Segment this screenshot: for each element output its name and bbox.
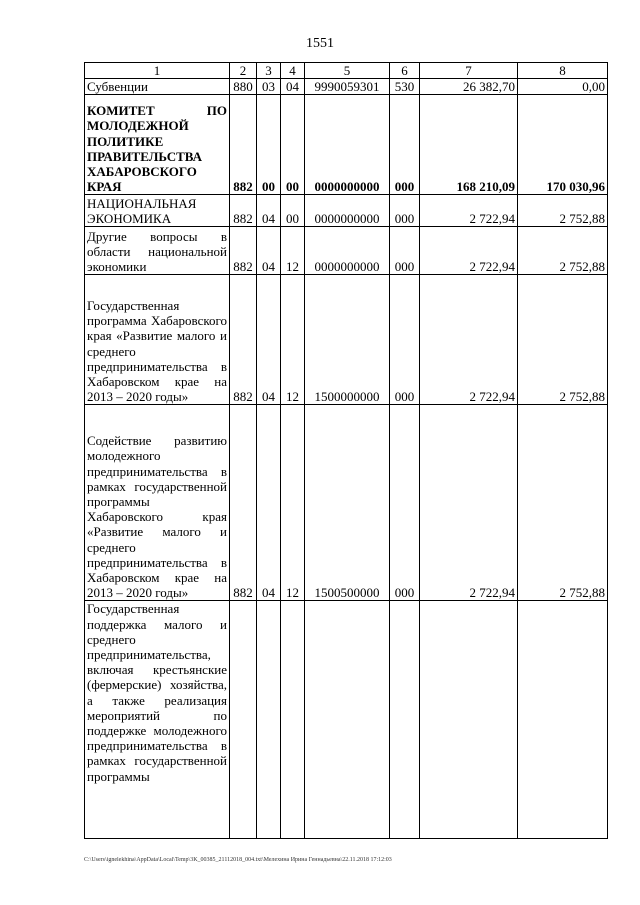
cell-target-article: 1500500000 xyxy=(305,405,390,601)
cell-amount-2: 0,00 xyxy=(518,79,608,95)
cell-ministry: 882 xyxy=(230,195,257,227)
cell-expense-type: 000 xyxy=(390,95,420,195)
cell-target-article: 0000000000 xyxy=(305,95,390,195)
cell-amount-1: 26 382,70 xyxy=(420,79,518,95)
column-header: 7 xyxy=(420,63,518,79)
table-row xyxy=(85,95,608,195)
cell-ministry: 880 xyxy=(230,79,257,95)
cell-ministry: 882 xyxy=(230,227,257,275)
table-row xyxy=(85,275,608,405)
table-row xyxy=(85,195,608,227)
cell-section: 03 xyxy=(257,79,281,95)
cell-section: 04 xyxy=(257,275,281,405)
cell-expense-type xyxy=(390,601,420,839)
cell-amount-1: 2 722,94 xyxy=(420,227,518,275)
row-description: КОМИТЕТ ПО МОЛОДЕЖНОЙ ПОЛИТИКЕ ПРАВИТЕЛЬСТВА ХАБАРОВСКОГО КРАЯ xyxy=(85,95,230,195)
cell-target-article: 0000000000 xyxy=(305,227,390,275)
row-description: Содействие развитию молодежного предпринимательства в рамках государственной программы Хабаровского края «Развитие малого и среднего предпринимательства в Хабаровском крае на 2013 – 2020 годы» xyxy=(85,405,230,601)
row-description: НАЦИОНАЛЬНАЯ ЭКОНОМИКА xyxy=(85,195,230,227)
cell-amount-2: 2 752,88 xyxy=(518,227,608,275)
cell-amount-1: 168 210,09 xyxy=(420,95,518,195)
cell-subsection: 00 xyxy=(281,95,305,195)
cell-section: 04 xyxy=(257,227,281,275)
column-header: 4 xyxy=(281,63,305,79)
cell-target-article: 9990059301 xyxy=(305,79,390,95)
cell-ministry xyxy=(230,601,257,839)
cell-subsection: 12 xyxy=(281,275,305,405)
cell-amount-2: 2 752,88 xyxy=(518,405,608,601)
cell-expense-type: 000 xyxy=(390,275,420,405)
table-row xyxy=(85,227,608,275)
cell-ministry: 882 xyxy=(230,405,257,601)
page-number: 1551 xyxy=(306,36,334,51)
cell-target-article: 1500000000 xyxy=(305,275,390,405)
column-header: 6 xyxy=(390,63,420,79)
column-header-row xyxy=(85,63,608,79)
cell-subsection: 12 xyxy=(281,405,305,601)
cell-subsection: 00 xyxy=(281,195,305,227)
cell-target-article xyxy=(305,601,390,839)
cell-amount-2: 2 752,88 xyxy=(518,195,608,227)
cell-expense-type: 000 xyxy=(390,227,420,275)
budget-table xyxy=(84,62,608,839)
cell-ministry: 882 xyxy=(230,95,257,195)
cell-subsection: 12 xyxy=(281,227,305,275)
cell-subsection xyxy=(281,601,305,839)
cell-amount-1: 2 722,94 xyxy=(420,405,518,601)
column-header: 3 xyxy=(257,63,281,79)
column-header: 5 xyxy=(305,63,390,79)
cell-section: 04 xyxy=(257,195,281,227)
row-description: Государственная программа Хабаровского края «Развитие малого и среднего предпринимательства в Хабаровском крае на 2013 – 2020 годы» xyxy=(85,275,230,405)
cell-amount-1: 2 722,94 xyxy=(420,275,518,405)
cell-amount-1 xyxy=(420,601,518,839)
cell-amount-2: 170 030,96 xyxy=(518,95,608,195)
column-header: 2 xyxy=(230,63,257,79)
cell-amount-2: 2 752,88 xyxy=(518,275,608,405)
cell-expense-type: 000 xyxy=(390,405,420,601)
cell-amount-2 xyxy=(518,601,608,839)
column-header: 8 xyxy=(518,63,608,79)
cell-section: 00 xyxy=(257,95,281,195)
cell-expense-type: 530 xyxy=(390,79,420,95)
cell-section: 04 xyxy=(257,405,281,601)
cell-target-article: 0000000000 xyxy=(305,195,390,227)
table-row xyxy=(85,79,608,95)
cell-subsection: 04 xyxy=(281,79,305,95)
table-row xyxy=(85,405,608,601)
cell-amount-1: 2 722,94 xyxy=(420,195,518,227)
file-path-footer: C:\Users\ignelekhina\AppData\Local\Temp\3K_00385_21112018_004.txt\Мелехина Ирина Геннадьевна\22.11.2018 17:12:03 xyxy=(84,857,392,863)
cell-section xyxy=(257,601,281,839)
row-description: Другие вопросы в области национальной экономики xyxy=(85,227,230,275)
row-description: Государственная поддержка малого и среднего предпринимательства, включая крестьянские (фермерские) хозяйства, а также реализация мероприятий по поддержке молодежного предпринимательства в рамках государственной программы xyxy=(85,601,230,839)
table-row xyxy=(85,601,608,839)
column-header: 1 xyxy=(85,63,230,79)
cell-expense-type: 000 xyxy=(390,195,420,227)
row-description: Субвенции xyxy=(85,79,230,95)
cell-ministry: 882 xyxy=(230,275,257,405)
